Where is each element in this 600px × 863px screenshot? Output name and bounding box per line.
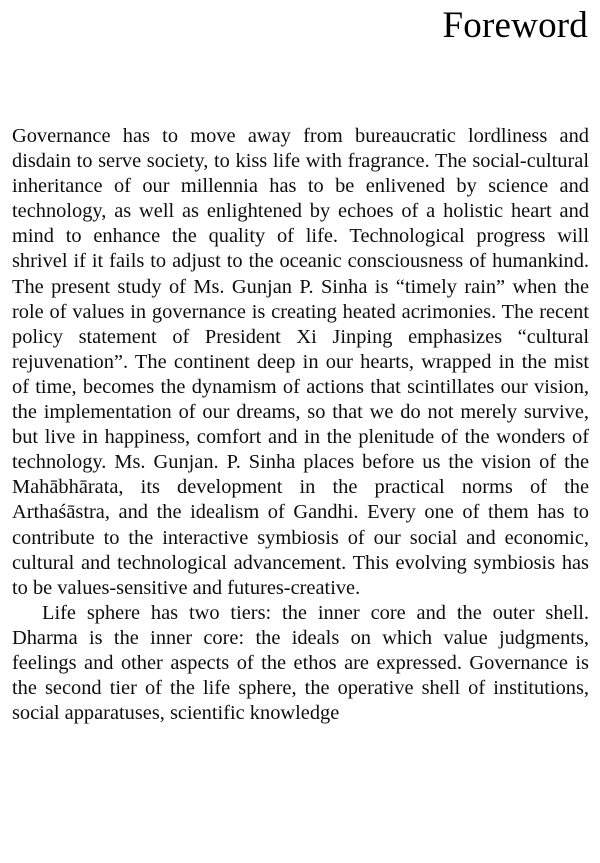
body-text-block (12, 124, 589, 726)
paragraph: Governance has to move away from bureaucratic lordliness and disdain to serve society, to kiss life with fragrance. The social-cultural inheritance of our millennia has to be enlivened by science and technology, as well as enlightened by echoes of a holistic heart and mind to enhance the quality of life. Technological progress will shrivel if it fails to adjust to the oceanic consciousness of humankind. The present study of Ms. Gunjan P. Sinha is “timely rain” when the role of values in governance is creating heated acrimonies. The recent policy statement of President Xi Jinping emphasizes “cultural rejuvenation”. The continent deep in our hearts, wrapped in the mist of time, becomes the dynamism of actions that scintillates our vision, the implementation of our dreams, so that we do not merely survive, but live in happiness, comfort and in the plenitude of the wonders of technology. Ms. Gunjan. P. Sinha places before us the vision of the Mahābhārata, its development in the practical norms of the Arthaśāstra, and the idealism of Gandhi. Every one of them has to contribute to the interactive symbiosis of our social and economic, cultural and technological advancement. This evolving symbiosis has to be values-sensitive and futures-creative. (12, 125, 589, 599)
page-title: Foreword (442, 5, 588, 46)
paragraph: Life sphere has two tiers: the inner core and the outer shell. Dharma is the inner core: the ideals on which value judgments, feelings and other aspects of the ethos are expressed. Governance is the second tier of the life sphere, the operative shell of institutions, social apparatuses, scientific knowledge (12, 601, 589, 725)
